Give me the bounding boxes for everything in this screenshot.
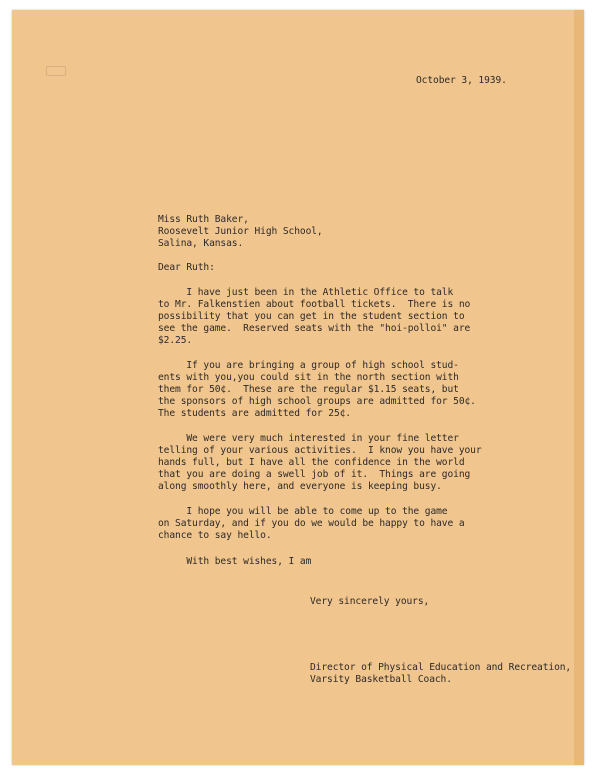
paragraph-2-line: If you are bringing a group of high school stud- [158,360,459,371]
paper-edge [574,10,584,765]
recipient-school: Roosevelt Junior High School, [158,226,323,237]
salutation: Dear Ruth: [158,262,215,273]
signature-title: Director of Physical Education and Recreation, [310,662,572,673]
closing-line: With best wishes, I am [158,556,312,567]
paragraph-3-line: hands full, but I have all the confidence in the world [158,457,465,468]
paragraph-4-line: on Saturday, and if you do we would be happy to have a [158,518,465,529]
paragraph-3-line: telling of your various activities. I know you have your [158,445,482,456]
paragraph-2-line: The students are admitted for 25¢. [158,408,351,419]
letter-page [12,10,584,765]
paragraph-2-line: them for 50¢. These are the regular $1.15 seats, but [158,384,459,395]
paragraph-1-line: I have just been in the Athletic Office to talk [158,287,454,298]
signature-role: Varsity Basketball Coach. [310,674,452,685]
paragraph-1-line: see the game. Reserved seats with the "hoi-polloi" are [158,323,471,334]
paragraph-4-line: chance to say hello. [158,530,272,541]
paragraph-1-line: possibility that you can get in the student section to [158,311,465,322]
paragraph-4-line: I hope you will be able to come up to the game [158,506,448,517]
recipient-city: Salina, Kansas. [158,238,244,249]
paragraph-1-line: $2.25. [158,335,193,346]
paragraph-3-line: that you are doing a swell job of it. Things are going [158,469,471,480]
paragraph-2-line: the sponsors of high school groups are admitted for 50¢. [158,396,476,407]
paragraph-3-line: We were very much interested in your fine letter [158,433,459,444]
recipient-name: Miss Ruth Baker, [158,214,249,225]
paragraph-1-line: to Mr. Falkenstien about football tickets. There is no [158,299,471,310]
archive-stamp-mark [46,66,66,76]
valediction: Very sincerely yours, [310,596,430,607]
letter-date: October 3, 1939. [416,75,507,86]
paragraph-2-line: ents with you,you could sit in the north section with [158,372,459,383]
paragraph-3-line: along smoothly here, and everyone is keeping busy. [158,481,442,492]
